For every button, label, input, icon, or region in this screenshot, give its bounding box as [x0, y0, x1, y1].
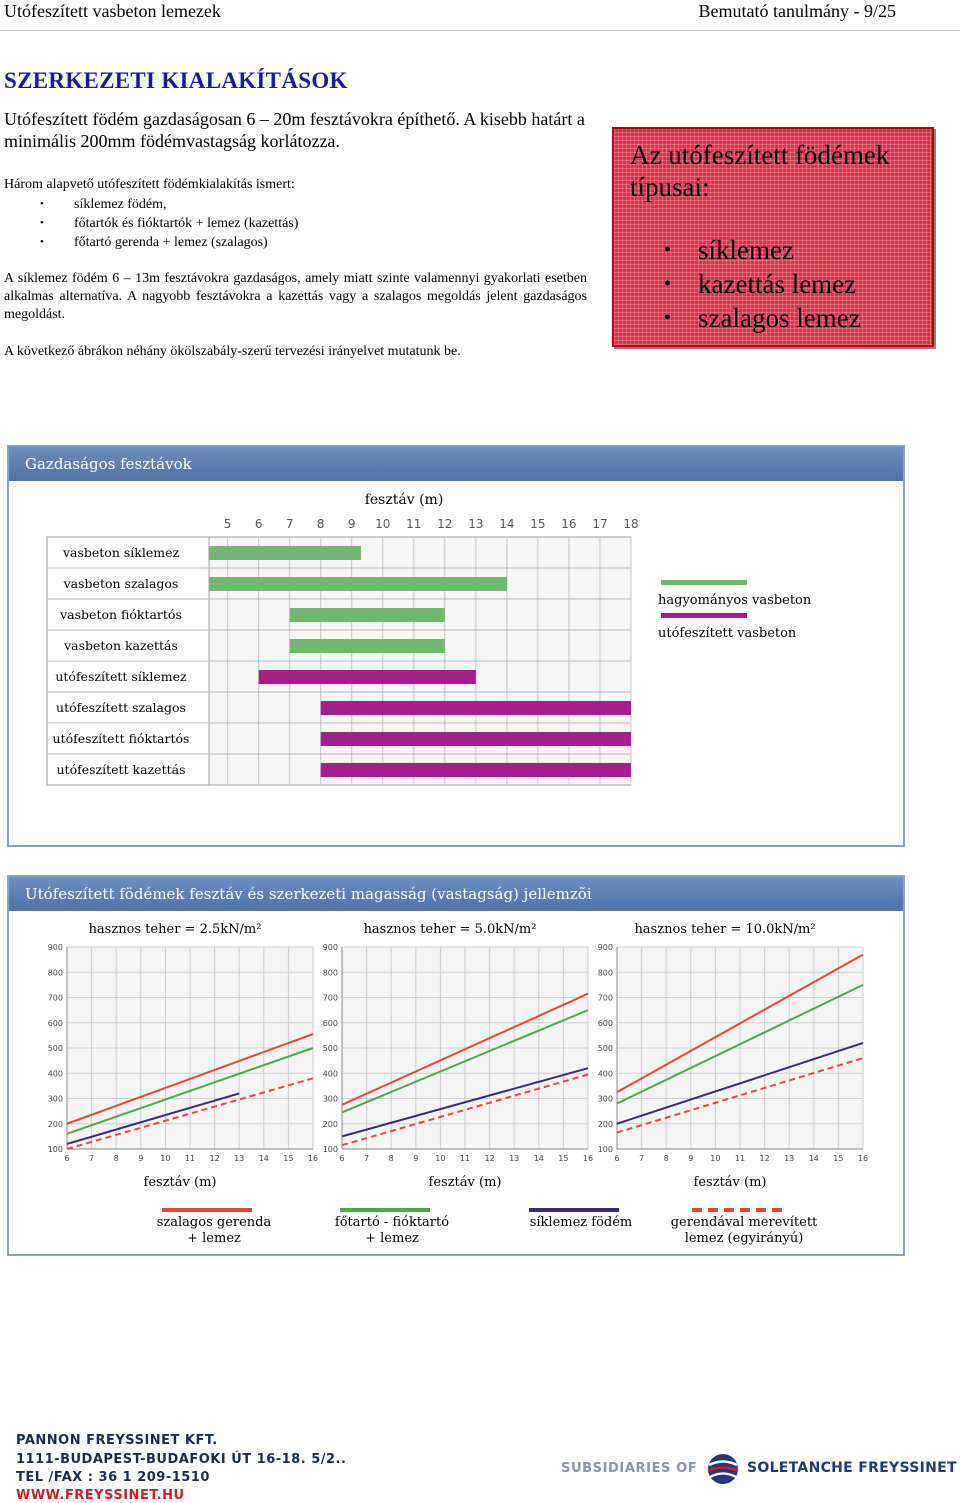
bullet-icon: •	[664, 239, 672, 261]
y-tick-label: 200	[322, 1119, 338, 1129]
x-tick-label: 10	[710, 1154, 721, 1163]
bullet-item: • főtartó gerenda + lemez (szalagos)	[40, 235, 268, 250]
x-tick-label: 14	[533, 1154, 544, 1163]
footer-subsidiaries: SUBSIDIARIES OF	[561, 1461, 698, 1476]
y-tick-label: 500	[47, 1044, 63, 1053]
x-tick-label: 6	[64, 1154, 70, 1163]
x-tick-label: 8	[113, 1154, 119, 1163]
legend-label: gerendával merevített	[670, 1215, 818, 1230]
x-tick-label: 18	[623, 517, 639, 531]
span-bar	[259, 670, 476, 684]
category-label: utófeszített kazettás	[56, 762, 186, 777]
legend-label: + lemez	[187, 1231, 241, 1246]
span-bar	[321, 763, 631, 777]
figure-economic-spans	[7, 445, 905, 847]
y-tick-label: 500	[322, 1044, 338, 1053]
slab-types-callout	[612, 127, 934, 347]
y-tick-label: 500	[597, 1044, 613, 1053]
span-bar	[290, 608, 445, 622]
callout-item: • szalagos lemez	[664, 303, 861, 333]
x-tick-label: 12	[209, 1154, 220, 1163]
y-tick-label: 800	[597, 968, 613, 978]
category-label: vasbeton síklemez	[62, 545, 180, 560]
x-tick-label: 16	[561, 517, 577, 531]
x-tick-label: 7	[89, 1154, 95, 1163]
category-label: utófeszített szalagos	[56, 700, 186, 715]
category-label: vasbeton szalagos	[63, 576, 179, 591]
page-label: Bemutató tanulmány - 9/25	[698, 1, 896, 21]
category-label: utófeszített síklemez	[55, 669, 187, 684]
y-tick-label: 200	[597, 1119, 613, 1129]
y-tick-label: 900	[47, 943, 63, 952]
figure-header	[9, 877, 903, 911]
x-axis-label: fesztáv (m)	[143, 1175, 217, 1190]
x-axis-label: fesztáv (m)	[428, 1175, 502, 1190]
y-tick-label: 700	[597, 993, 613, 1003]
x-tick-label: 13	[509, 1154, 520, 1163]
legend-swatch	[661, 580, 747, 585]
x-tick-label: 8	[663, 1154, 669, 1163]
paragraph-spans: A síklemez födém 6 – 13m fesztávokra gazdaságos, amely miatt szinte valamennyi gyakorlati esetben alkalmas alternatíva. A nagyobb fesztávokra a kazettás vagy a szalagos megoldás jelent gazdaságos megoldást.	[4, 271, 587, 322]
figure-header	[9, 447, 903, 481]
y-tick-label: 400	[597, 1069, 613, 1079]
panel-title: hasznos teher = 2.5kN/m²	[88, 922, 262, 937]
y-tick-label: 100	[597, 1145, 613, 1154]
x-tick-label: 12	[484, 1154, 495, 1163]
x-tick-label: 6	[339, 1154, 345, 1163]
y-tick-label: 300	[322, 1094, 338, 1104]
x-axis-label: fesztáv (m)	[364, 492, 444, 508]
x-tick-label: 9	[413, 1154, 419, 1163]
span-bar	[290, 639, 445, 653]
y-tick-label: 400	[322, 1069, 338, 1079]
bullet-icon: •	[40, 198, 44, 210]
bullet-icon: •	[40, 236, 44, 248]
x-tick-label: 14	[808, 1154, 819, 1163]
footer-phone: TEL /FAX : 36 1 209-1510	[16, 1470, 210, 1485]
x-tick-label: 13	[234, 1154, 245, 1163]
x-tick-label: 11	[459, 1154, 471, 1163]
bullet-icon: •	[664, 307, 672, 329]
x-tick-label: 14	[258, 1154, 269, 1163]
globe-logo-icon	[706, 1452, 740, 1486]
category-label: vasbeton fióktartós	[60, 607, 182, 622]
x-axis-label: fesztáv (m)	[693, 1175, 767, 1190]
legend-label: utófeszített vasbeton	[658, 626, 797, 641]
x-tick-label: 14	[499, 517, 515, 531]
x-tick-label: 6	[254, 517, 263, 531]
x-tick-label: 13	[468, 517, 484, 531]
span-range-chart	[9, 481, 903, 845]
x-tick-label: 13	[784, 1154, 795, 1163]
x-tick-label: 10	[375, 517, 391, 531]
x-tick-label: 16	[857, 1154, 869, 1163]
span-bar	[321, 732, 631, 746]
x-tick-label: 10	[160, 1154, 171, 1163]
x-tick-label: 9	[347, 517, 356, 531]
legend-swatch	[661, 613, 747, 618]
x-tick-label: 11	[734, 1154, 746, 1163]
header-rule	[0, 30, 960, 31]
x-tick-label: 7	[364, 1154, 370, 1163]
paragraph-figures: A következő ábrákon néhány ökölszabály-szerű tervezési irányelvet mutatunk be.	[4, 344, 461, 359]
span-bar	[209, 546, 361, 560]
bullet-item: • síklemez födém,	[40, 197, 167, 212]
panel-title: hasznos teher = 5.0kN/m²	[363, 922, 537, 937]
y-tick-label: 700	[322, 993, 338, 1003]
span-bar	[321, 701, 631, 715]
x-tick-label: 11	[406, 517, 422, 531]
y-tick-label: 400	[47, 1069, 63, 1079]
figure-title: Gazdaságos fesztávok	[25, 455, 192, 473]
legend-label: síklemez födém	[529, 1215, 633, 1230]
y-tick-label: 800	[322, 968, 338, 978]
callout-title: Az utófeszített födémek típusai:	[630, 140, 890, 202]
y-tick-label: 300	[47, 1094, 63, 1104]
legend-label: + lemez	[365, 1231, 419, 1246]
legend-label: lemez (egyirányú)	[684, 1231, 804, 1246]
y-tick-label: 300	[597, 1094, 613, 1104]
callout-list	[664, 233, 861, 335]
x-tick-label: 5	[223, 517, 232, 531]
x-tick-label: 12	[759, 1154, 770, 1163]
y-tick-label: 600	[322, 1018, 338, 1028]
x-tick-label: 17	[592, 517, 608, 531]
footer-web-link[interactable]: WWW.FREYSSINET.HU	[16, 1488, 185, 1503]
section-title: SZERKEZETI KIALAKÍTÁSOK	[4, 68, 348, 93]
x-tick-label: 10	[435, 1154, 446, 1163]
y-tick-label: 900	[322, 943, 338, 952]
category-label: utófeszített fióktartós	[52, 731, 190, 746]
y-tick-label: 800	[47, 968, 63, 978]
bullet-item: • főtartók és fióktartók + lemez (kazettás)	[40, 216, 299, 231]
bullet-icon: •	[664, 273, 672, 295]
y-tick-label: 600	[597, 1018, 613, 1028]
lead-paragraph: Utófeszített födém gazdaságosan 6 – 20m fesztávokra építhető. A kisebb határt a minimális 200mm födémvastagság korlátozza.	[4, 109, 585, 151]
footer-brand: SOLETANCHE FREYSSINET	[747, 1460, 957, 1476]
legend-label: főtartó - fióktartó	[334, 1215, 450, 1230]
x-tick-label: 15	[283, 1154, 294, 1163]
x-tick-label: 8	[388, 1154, 394, 1163]
figure-title: Utófeszített födémek fesztáv és szerkezeti magasság (vastagság) jellemzõi	[25, 885, 592, 903]
y-tick-label: 200	[47, 1119, 63, 1129]
category-label: vasbeton kazettás	[64, 638, 178, 653]
legend-label: szalagos gerenda	[156, 1215, 272, 1230]
x-tick-label: 9	[138, 1154, 144, 1163]
intro-text: Három alapvető utófeszített födémkialakítás ismert:	[4, 177, 295, 192]
x-tick-label: 6	[614, 1154, 620, 1163]
x-tick-label: 7	[639, 1154, 645, 1163]
x-tick-label: 16	[307, 1154, 319, 1163]
x-tick-label: 11	[184, 1154, 196, 1163]
footer-address: 1111-BUDAPEST-BUDAFOKI ÚT 16-18. 5/2..	[16, 1452, 347, 1467]
x-tick-label: 15	[833, 1154, 844, 1163]
x-tick-label: 8	[316, 517, 325, 531]
bullet-icon: •	[40, 217, 44, 229]
callout-item: • kazettás lemez	[664, 269, 857, 299]
x-tick-label: 15	[558, 1154, 569, 1163]
x-tick-label: 15	[530, 517, 546, 531]
figure-span-depth	[7, 875, 905, 1256]
panel-title: hasznos teher = 10.0kN/m²	[634, 922, 816, 937]
x-tick-label: 12	[437, 517, 453, 531]
y-tick-label: 700	[47, 993, 63, 1003]
doc-title: Utófeszített vasbeton lemezek	[4, 1, 221, 21]
y-tick-label: 100	[47, 1145, 63, 1154]
y-tick-label: 900	[597, 943, 613, 952]
y-tick-label: 600	[47, 1018, 63, 1028]
span-bar	[209, 577, 507, 591]
span-depth-charts	[9, 911, 903, 1254]
callout-item: • síklemez	[664, 235, 794, 265]
legend-label: hagyományos vasbeton	[658, 593, 812, 608]
x-tick-label: 9	[688, 1154, 694, 1163]
y-tick-label: 100	[322, 1145, 338, 1154]
footer-company: PANNON FREYSSINET KFT.	[16, 1433, 218, 1448]
x-tick-label: 16	[582, 1154, 594, 1163]
x-tick-label: 7	[285, 517, 294, 531]
